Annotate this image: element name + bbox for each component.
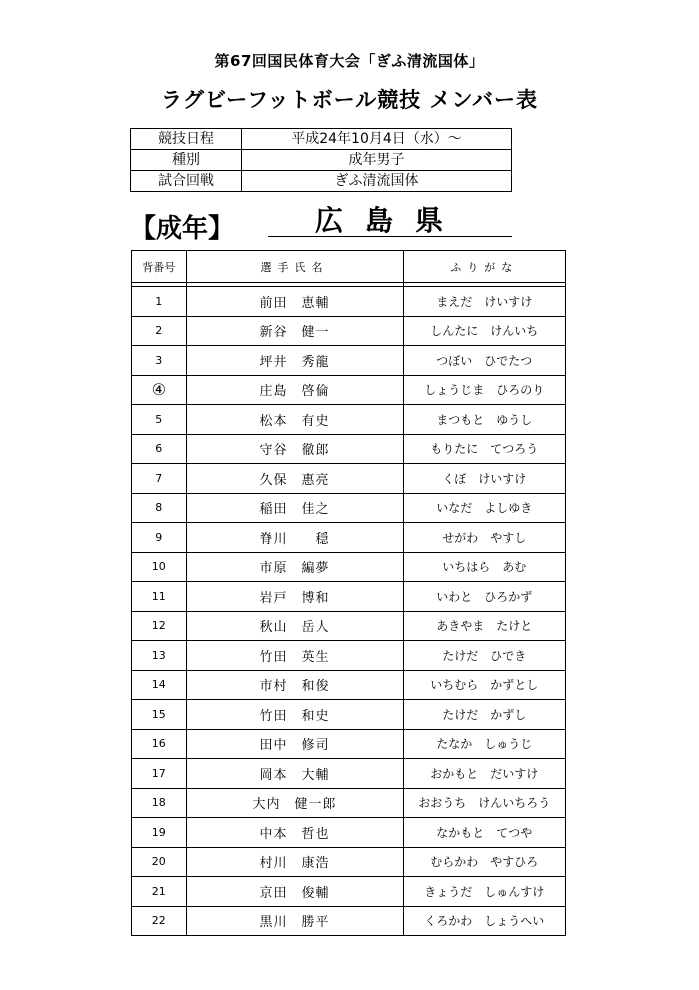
player-kana: まつもと ゆうし — [403, 405, 565, 435]
player-number: 10 — [132, 552, 187, 582]
player-kana: おおうち けんいちろう — [403, 788, 565, 818]
player-kana: つぼい ひでたつ — [403, 346, 565, 376]
table-row — [132, 847, 566, 877]
player-number: 8 — [132, 493, 187, 523]
table-row — [132, 641, 566, 671]
player-number: ④ — [132, 375, 187, 405]
player-kana: まえだ けいすけ — [403, 287, 565, 317]
player-kana: たけだ ひでき — [403, 641, 565, 671]
table-row — [132, 464, 566, 494]
player-number: 21 — [132, 877, 187, 907]
player-kana: むらかわ やすひろ — [403, 847, 565, 877]
header-number: 背番号 — [132, 251, 187, 283]
player-kana: たなか しゅうじ — [403, 729, 565, 759]
player-number: 22 — [132, 906, 187, 936]
table-row — [132, 375, 566, 405]
player-name: 坪井 秀龍 — [186, 346, 403, 376]
player-number: 19 — [132, 818, 187, 848]
player-name: 京田 俊輔 — [186, 877, 403, 907]
prefecture-name: 広島県 — [268, 206, 512, 237]
table-row — [132, 818, 566, 848]
header-name: 選手氏名 — [186, 251, 403, 283]
player-number: 5 — [132, 405, 187, 435]
header-kana: ふりがな — [403, 251, 565, 283]
table-row — [132, 287, 566, 317]
sport-title: ラグビーフットボール競技 メンバー表 — [160, 88, 539, 112]
player-name: 市村 和俊 — [186, 670, 403, 700]
info-value: 成年男子 — [242, 150, 512, 171]
player-number: 3 — [132, 346, 187, 376]
player-name: 守谷 徹郎 — [186, 434, 403, 464]
player-name: 松本 有史 — [186, 405, 403, 435]
player-number: 2 — [132, 316, 187, 346]
player-number: 18 — [132, 788, 187, 818]
player-kana: くぼ けいすけ — [403, 464, 565, 494]
player-name: 市原 編夢 — [186, 552, 403, 582]
player-number: 20 — [132, 847, 187, 877]
table-row — [132, 582, 566, 612]
table-row — [132, 493, 566, 523]
player-number: 9 — [132, 523, 187, 553]
info-label: 種別 — [131, 150, 242, 171]
player-name: 岩戸 博和 — [186, 582, 403, 612]
table-row — [132, 611, 566, 641]
player-number: 15 — [132, 700, 187, 730]
info-value: ぎふ清流国体 — [242, 171, 512, 192]
player-kana: いちむら かずとし — [403, 670, 565, 700]
member-table — [131, 250, 566, 936]
player-name: 村川 康浩 — [186, 847, 403, 877]
player-name: 田中 修司 — [186, 729, 403, 759]
player-name: 庄島 啓倫 — [186, 375, 403, 405]
table-row — [132, 670, 566, 700]
player-number: 14 — [132, 670, 187, 700]
member-table-header — [132, 251, 566, 283]
schedule-info-table — [130, 128, 512, 192]
table-row — [132, 906, 566, 936]
player-number: 16 — [132, 729, 187, 759]
player-name: 黒川 勝平 — [186, 906, 403, 936]
player-kana: しんたに けんいち — [403, 316, 565, 346]
info-row-round — [131, 171, 512, 192]
info-row-category — [131, 150, 512, 171]
table-row — [132, 759, 566, 789]
player-name: 竹田 英生 — [186, 641, 403, 671]
table-row — [132, 700, 566, 730]
player-number: 6 — [132, 434, 187, 464]
player-kana: おかもと だいすけ — [403, 759, 565, 789]
player-number: 7 — [132, 464, 187, 494]
info-row-schedule — [131, 129, 512, 150]
player-kana: しょうじま ひろのり — [403, 375, 565, 405]
player-kana: いなだ よしゆき — [403, 493, 565, 523]
player-number: 12 — [132, 611, 187, 641]
player-kana: あきやま たけと — [403, 611, 565, 641]
table-row — [132, 552, 566, 582]
player-kana: くろかわ しょうへい — [403, 906, 565, 936]
player-kana: きょうだ しゅんすけ — [403, 877, 565, 907]
info-label: 試合回戦 — [131, 171, 242, 192]
table-row — [132, 877, 566, 907]
player-name: 新谷 健一 — [186, 316, 403, 346]
player-name: 中本 哲也 — [186, 818, 403, 848]
player-name: 岡本 大輔 — [186, 759, 403, 789]
player-kana: たけだ かずし — [403, 700, 565, 730]
player-number: 1 — [132, 287, 187, 317]
player-number: 11 — [132, 582, 187, 612]
player-name: 大内 健一郎 — [186, 788, 403, 818]
table-row — [132, 346, 566, 376]
player-name: 竹田 和史 — [186, 700, 403, 730]
table-row — [132, 434, 566, 464]
table-row — [132, 788, 566, 818]
player-name: 久保 惠亮 — [186, 464, 403, 494]
player-number: 17 — [132, 759, 187, 789]
player-kana: なかもと てつや — [403, 818, 565, 848]
info-label: 競技日程 — [131, 129, 242, 150]
player-name: 前田 恵輔 — [186, 287, 403, 317]
table-row — [132, 523, 566, 553]
player-name: 秋山 岳人 — [186, 611, 403, 641]
table-row — [132, 729, 566, 759]
player-kana: もりたに てつろう — [403, 434, 565, 464]
player-name: 稲田 佳之 — [186, 493, 403, 523]
division-label: 【成年】 — [130, 214, 235, 244]
player-kana: せがわ やすし — [403, 523, 565, 553]
event-title: 第67回国民体育大会「ぎふ清流国体」 — [214, 52, 485, 70]
table-row — [132, 405, 566, 435]
player-number: 13 — [132, 641, 187, 671]
player-kana: いちはら あむ — [403, 552, 565, 582]
player-name: 脊川 穏 — [186, 523, 403, 553]
player-kana: いわと ひろかず — [403, 582, 565, 612]
table-row — [132, 316, 566, 346]
member-rows — [132, 287, 566, 936]
info-value: 平成24年10月4日（水）～ — [242, 129, 512, 150]
